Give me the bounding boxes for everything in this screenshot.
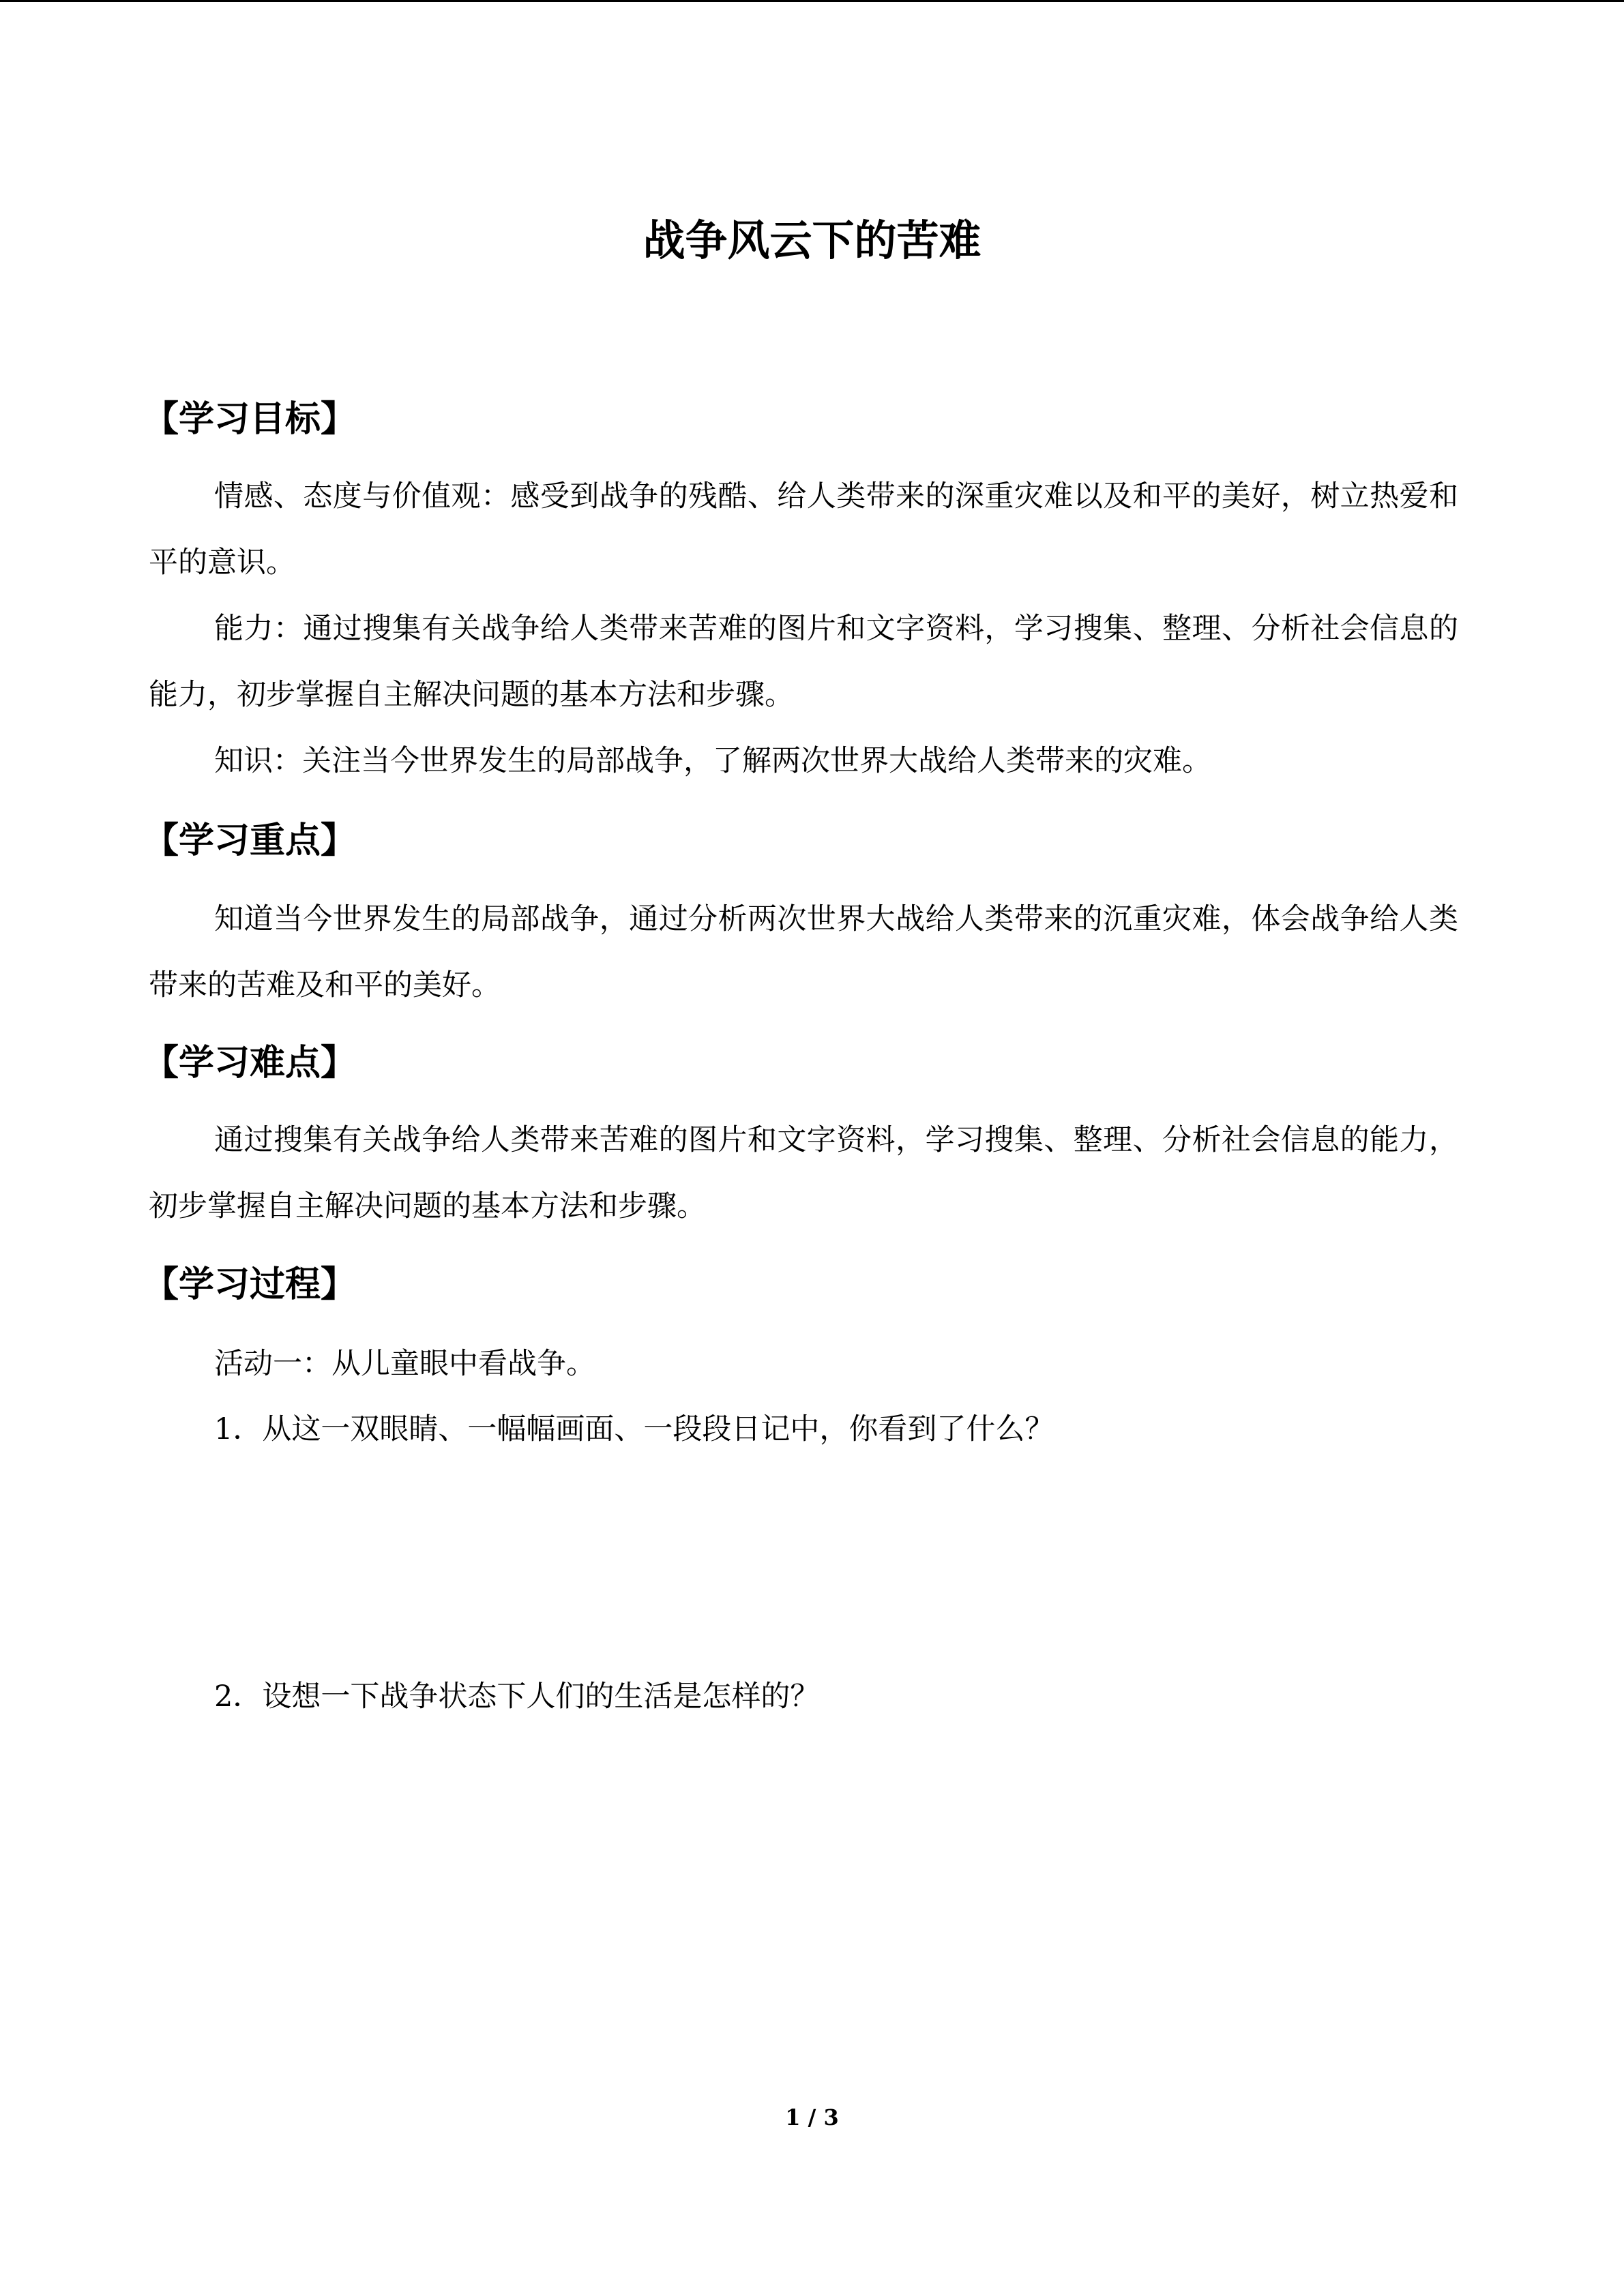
activity-one-text: 活动一：从儿童眼中看战争。 [214, 1347, 595, 1381]
document-title: 战争风云下的苦难 [643, 215, 981, 265]
question-two-text: 2．设想一下战争状态下人们的生活是怎样的？ [214, 1680, 820, 1714]
section-heading-objectives: 【学习目标】 [143, 399, 357, 440]
section-heading-key-points: 【学习重点】 [143, 820, 357, 861]
objective-paragraph-knowledge: 知识：关注当今世界发生的局部战争，了解两次世界大战给人类带来的灾难。 [214, 744, 1211, 778]
key-points-paragraph: 知道当今世界发生的局部战争，通过分析两次世界大战给人类带来的沉重灾难，体会战争给人类带来的苦难及和平的美好。 [149, 902, 1458, 1002]
section-heading-difficulties: 【学习难点】 [143, 1043, 357, 1084]
objective-paragraph-ability: 能力：通过搜集有关战争给人类带来苦难的图片和文字资料，学习搜集、整理、分析社会信息的能力，初步掌握自主解决问题的基本方法和步骤。 [149, 612, 1458, 712]
top-border-line [0, 0, 1624, 2]
page-number: 1 / 3 [785, 2104, 839, 2130]
question-one-text: 1．从这一双眼睛、一幅幅画面、一段段日记中，你看到了什么？ [214, 1412, 1054, 1446]
objective-paragraph-emotion: 情感、态度与价值观：感受到战争的残酷、给人类带来的深重灾难以及和平的美好，树立热爱和平的意识。 [149, 479, 1458, 580]
section-heading-process: 【学习过程】 [143, 1264, 357, 1305]
difficulties-paragraph: 通过搜集有关战争给人类带来苦难的图片和文字资料，学习搜集、整理、分析社会信息的能力，初步掌握自主解决问题的基本方法和步骤。 [149, 1123, 1458, 1223]
